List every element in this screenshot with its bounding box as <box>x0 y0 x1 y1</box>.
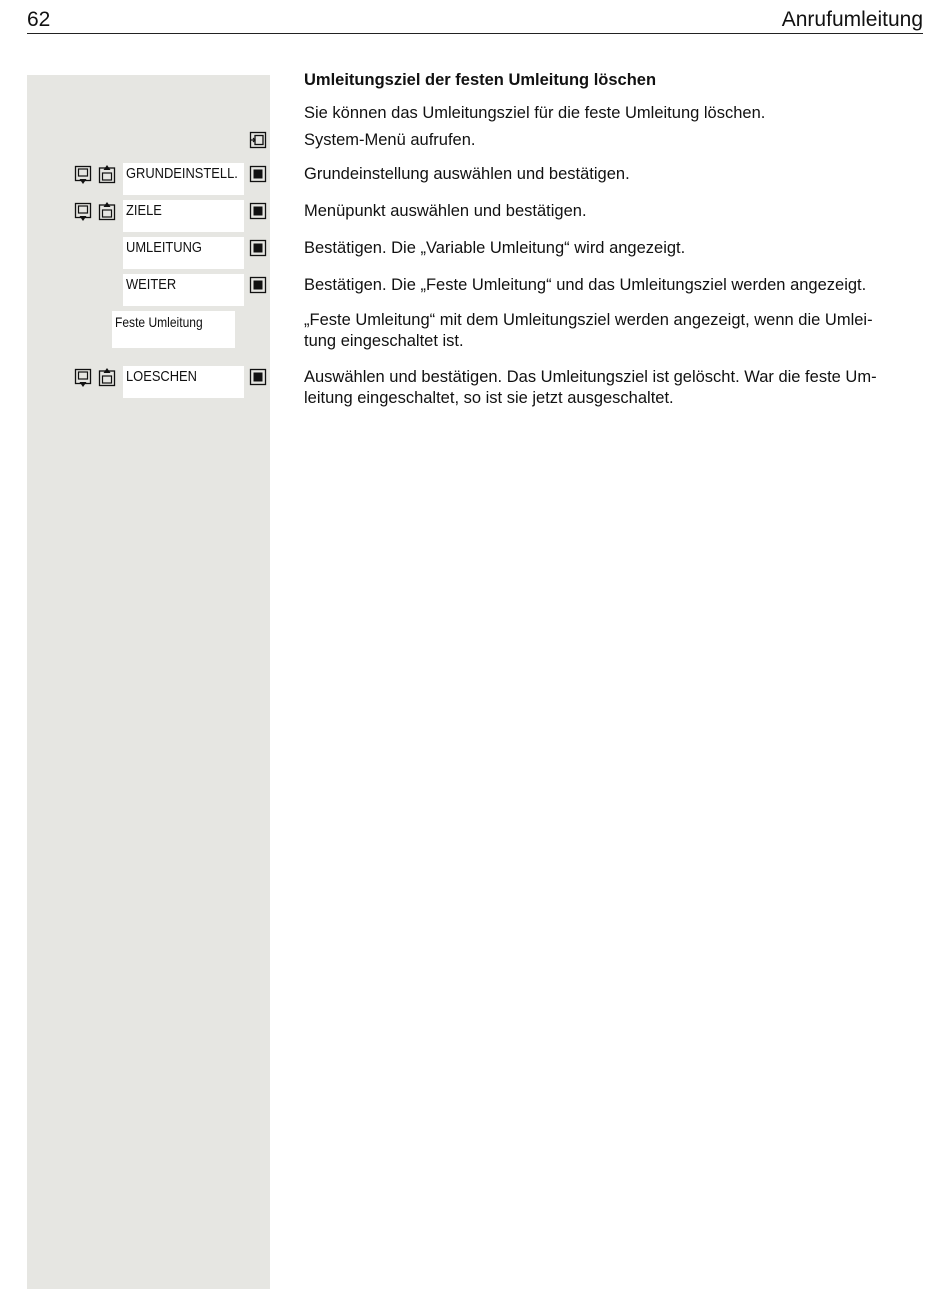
step-text: Bestätigen. Die „Variable Umleitung“ wird angezeigt. <box>304 239 686 257</box>
display-feste-umleitung <box>112 311 235 348</box>
step-text: Bestätigen. Die „Feste Umleitung“ und das Umleitungsziel werden angezeigt. <box>304 276 867 294</box>
text-line: „Feste Umleitung“ mit dem Umleitungsziel werden angezeigt, wenn die Umlei- <box>304 311 873 329</box>
display-menu-umleitung <box>123 237 244 269</box>
ok-key-icon <box>249 276 267 294</box>
scroll-up-icon <box>98 201 116 219</box>
ok-key-icon <box>249 165 267 183</box>
page-number: 62 <box>27 8 51 31</box>
display-menu-weiter <box>123 274 244 306</box>
display-label: Feste Umleitung <box>115 314 203 330</box>
text-line: Auswählen und bestätigen. Das Umleitungsziel ist gelöscht. War die feste Um- <box>304 368 877 386</box>
ok-key-icon <box>249 202 267 220</box>
display-menu-grundeinstell <box>123 163 244 195</box>
step-text <box>304 367 924 409</box>
scroll-down-icon <box>74 202 92 220</box>
display-menu-loeschen <box>123 366 244 398</box>
display-menu-ziele <box>123 200 244 232</box>
text-line: leitung eingeschaltet, so ist sie jetzt ausgeschaltet. <box>304 389 674 407</box>
scroll-down-icon <box>74 368 92 386</box>
step-text: Grundeinstellung auswählen und bestätigen. <box>304 165 630 183</box>
scroll-down-icon <box>74 165 92 183</box>
step-text <box>304 310 924 352</box>
menu-label: LOESCHEN <box>126 368 197 385</box>
section-intro: Sie können das Umleitungsziel für die feste Umleitung löschen. <box>304 104 766 122</box>
scroll-up-icon <box>98 367 116 385</box>
menu-label: GRUNDEINSTELL. <box>126 165 238 182</box>
text-line: tung eingeschaltet ist. <box>304 332 464 350</box>
ok-key-icon <box>249 239 267 257</box>
ok-key-icon <box>249 368 267 386</box>
menu-label: ZIELE <box>126 202 162 219</box>
section-title: Umleitungsziel der festen Umleitung löschen <box>304 71 657 89</box>
chapter-title: Anrufumleitung <box>781 8 923 31</box>
page-header <box>27 6 923 34</box>
menu-label: WEITER <box>126 276 177 293</box>
step-text: System-Menü aufrufen. <box>304 131 476 149</box>
menu-label: UMLEITUNG <box>126 239 202 256</box>
scroll-up-icon <box>98 164 116 182</box>
step-text: Menüpunkt auswählen und bestätigen. <box>304 202 587 220</box>
menu-key-icon <box>249 131 267 149</box>
